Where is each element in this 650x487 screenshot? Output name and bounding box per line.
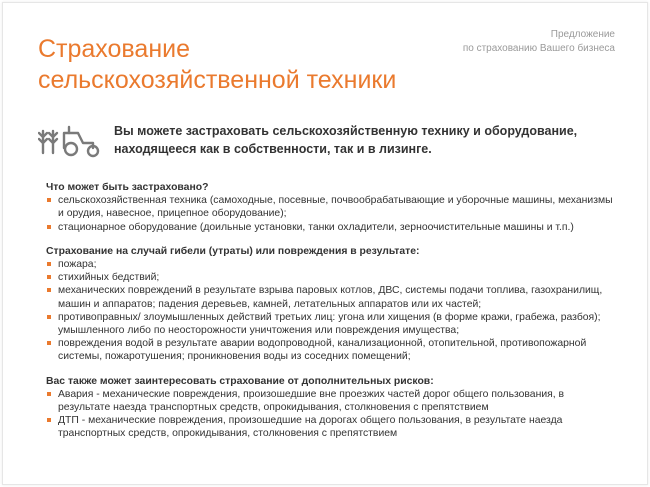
intro-block <box>38 120 618 160</box>
list-item: противоправных/ злоумышленных действий третьих лиц: угона или хищения (в форме кражи, грабежа, разбоя); умышленного либо по неосторожности уничтожения или повреждения имущества; <box>46 311 616 337</box>
bullet-list <box>46 258 616 364</box>
list-item: механических повреждений в результате взрыва паровых котлов, ДВС, системы подачи топлива, газохранилищ, машин и аппаратов; падения деревьев, камней, летательных аппаратов или их частей; <box>46 284 616 310</box>
page-title <box>38 34 396 96</box>
bullet-list <box>46 388 616 441</box>
section-heading: Страхование на случай гибели (утраты) или повреждения в результате: <box>46 245 420 257</box>
tagline-line-1: Предложение <box>550 29 615 40</box>
section-heading: Вас также может заинтересовать страхование от дополнительных рисков: <box>46 375 434 387</box>
section-insurable <box>46 181 616 234</box>
list-item: повреждения водой в результате аварии водопроводной, канализационной, отопительной, противопожарной системы, пожаротушения; проникновения воды из соседних помещений; <box>46 337 616 363</box>
section-heading: Что может быть застраховано? <box>46 182 209 193</box>
tractor-icon <box>38 121 106 159</box>
intro-line-1: Вы можете застраховать сельскохозяйственную технику и оборудование, <box>114 124 578 138</box>
section-additional-risks <box>46 375 616 441</box>
list-item: стихийных бедствий; <box>46 271 616 284</box>
intro-line-2: находящееся как в собственности, так и в лизинге. <box>114 142 432 156</box>
list-item: сельскохозяйственная техника (самоходные, посевные, почвообрабатывающие и уборочные машины, механизмы и орудия, навесное, прицепное оборудование); <box>46 194 616 220</box>
section-risks <box>46 245 616 364</box>
intro-text <box>114 122 577 158</box>
main-content <box>46 181 616 452</box>
list-item: стационарное оборудование (доильные установки, танки охладители, зерноочистительные машины и т.п.) <box>46 221 616 234</box>
title-line-2: сельскохозяйственной техники <box>38 66 397 94</box>
list-item: ДТП - механические повреждения, произошедшие на дорогах общего пользования, в результате наезда транспортных средств, опрокидывания, столкновения с препятствием <box>46 414 616 440</box>
list-item: Авария - механические повреждения, произошедшие вне проезжих частей дорог общего пользования, в результате наезда транспортных средств, опрокидывания, столкновения с препятствием <box>46 388 616 414</box>
title-line-1: Страхование <box>38 35 191 63</box>
tagline <box>463 28 615 56</box>
tagline-line-2: по страхованию Вашего бизнеса <box>462 43 615 54</box>
bullet-list <box>46 194 616 234</box>
list-item: пожара; <box>46 258 616 271</box>
